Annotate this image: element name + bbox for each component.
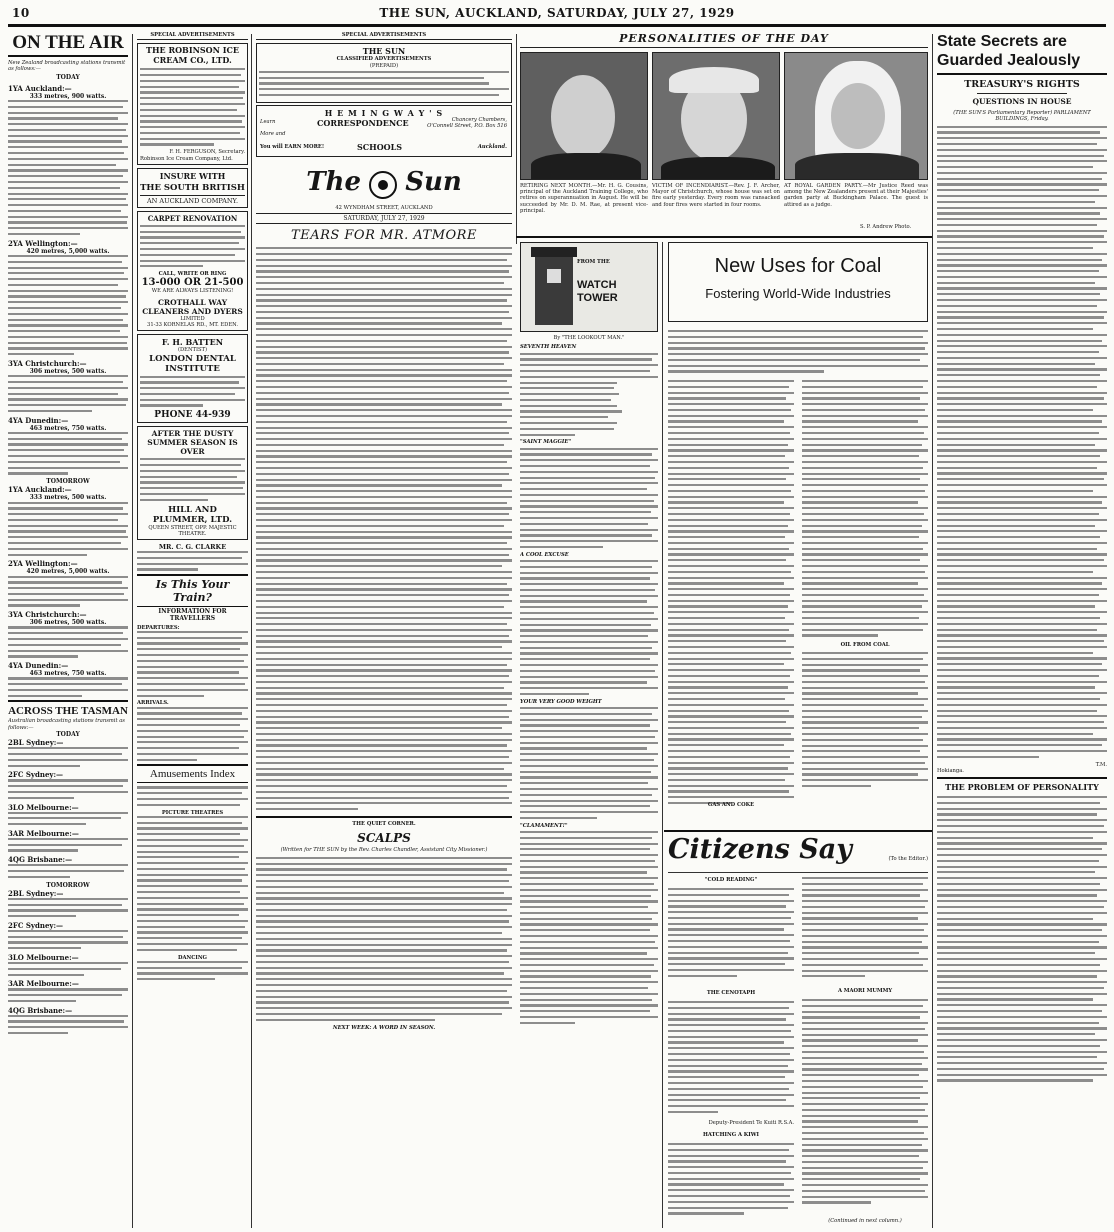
tower-icon [535,251,573,325]
dental-phone: PHONE 44-939 [154,410,231,421]
oil-body [802,652,928,791]
logo-the: The [306,166,361,197]
station-3ar: 3AR Melbourne:— [8,828,79,838]
chancery-address: Chancery Chambers, O'Connell Street, P.O. Box 516 [427,116,507,130]
sign-hokianga: Hokianga. [937,767,964,774]
questions-house: QUESTIONS IN HOUSE [972,97,1072,106]
page-header [8,6,1106,22]
station-1ya: 1YA Auckland:— [8,83,72,93]
clarke-body [137,551,248,571]
dental-body [140,376,245,407]
weight-body [520,707,658,819]
scalps-byline: (Written for THE SUN by the Rev. Charles Chandler, Assistant City Missioner.) [280,846,488,853]
tm-2bl-program [8,898,128,918]
arrivals-heading: ARRIVALS. [137,700,169,707]
3lo-program [8,812,128,826]
masthead-rule [8,24,1106,27]
column-rule [132,34,133,1228]
clamament: "CLAMAMENT!" [520,822,568,829]
logo-address: 42 WYNDHAM STREET, AUCKLAND [335,204,433,211]
departures-list [137,631,248,697]
cenotaph-heading: THE CENOTAPH [706,990,756,996]
portrait-robe [795,153,919,180]
to-editor: (To the Editor.) [888,856,928,862]
dancing-heading: DANCING [178,954,207,961]
hatching-heading: HATCHING A KIWI [703,1132,759,1138]
tomorrow-heading: TOMORROW [46,478,90,486]
citizens-title: Citizens Say [668,834,852,865]
station-2ya-freq: 420 metres, 5,000 watts. [26,247,110,255]
south-british-ad [137,168,248,208]
station-3ya-freq: 306 metres, 500 watts. [29,368,107,376]
treasury-body [937,126,1107,758]
across-tasman-title: ACROSS THE TASMAN [8,700,128,718]
citizens-col2-body [802,877,928,981]
problem-personality: THE PROBLEM OF PERSONALITY [937,777,1107,792]
across-tomorrow: TOMORROW [46,881,90,889]
amusements-list [137,786,248,806]
cool-excuse-body [520,560,658,695]
personalities-block [520,32,928,48]
clarke-name: MR. C. G. CLARKE [158,543,227,552]
carpet-body [140,225,245,268]
hatching-body [668,1143,794,1218]
tm-station-2bl: 2BL Sydney:— [8,888,64,898]
hill-address: QUEEN STREET, OPP. MAJESTIC THEATRE. [148,524,237,537]
tm-station-3ar: 3AR Melbourne:— [8,979,79,989]
tm-station-3ya: 3YA Christchurch:— [8,610,87,620]
archer-caption: VICTIM OF INCENDIARIST.—Rev. J. F. Archer, Mayor of Christchurch, whose house was set on fire early yesterday. Every room was ransacked and four fires were started in four rooms. [652,183,780,208]
tm-3ya-program [8,626,128,657]
crothall-address: 31-33 KORNELAS RD., MT. EDEN. [147,321,238,328]
insure-with: INSURE WITH [159,170,226,181]
after-summer: AFTER THE DUSTY SUMMER SEASON IS OVER [147,429,238,457]
phone-numbers: 13-000 OR 21-500 [141,277,244,289]
station-2ya: 2YA Wellington:— [8,238,78,248]
portrait-coat [661,157,775,180]
cousins-caption: RETIRING NEXT MONTH.—Mr. H. G. Cousins, principal of the Auckland Training College, who retires on superannuation in August. He will be succeeded by Mr. D. M. Rae, at present vice-principal. [520,183,648,214]
robinson-company: Robinson Ice Cream Company, Ltd. [140,155,233,162]
on-the-air-title: ON THE AIR [12,32,124,53]
watch-from: FROM THE [577,259,610,265]
personalities-title: PERSONALITIES OF THE DAY [520,32,928,48]
tm-3lo-program [8,962,128,976]
coal-title: New Uses for Coal [714,255,882,277]
south-british-name: THE SOUTH BRITISH [140,182,245,193]
page-number: 10 [12,6,30,20]
picture-theatres: PICTURE THEATRES [161,809,224,816]
coal-subtitle: Fostering World-Wide Industries [705,286,891,301]
parliament-dateline: (THE SUN'S Parliamentary Reporter) PARLIAMENT BUILDINGS, Friday. [953,110,1091,123]
auckland-word: Auckland. [477,143,507,150]
tm-station-1ya-freq: 333 metres, 500 watts. [29,494,107,502]
column-rule [251,34,252,1228]
amusements-title: Amusements Index [137,764,248,783]
arrivals-list [137,707,248,761]
prepaid-label: (PREPAID) [369,62,399,69]
dental-ad [137,334,248,423]
citizens-rule [664,830,932,832]
2bl-program [8,747,128,767]
call-line: CALL, WRITE OR RING [158,271,227,278]
station-4ya: 4YA Dunedin:— [8,415,69,425]
seventh-heaven: SEVENTH HEAVEN [520,344,577,351]
very-good-weight: YOUR VERY GOOD WEIGHT [520,698,602,705]
on-the-air-column [8,32,128,1228]
tm-station-2fc: 2FC Sydney:— [8,920,64,930]
robinson-title: THE ROBINSON ICE CREAM CO., LTD. [146,45,239,65]
editorial-title: TEARS FOR MR. ATMORE [291,228,477,244]
more-and: More and [260,130,286,137]
citizens-subrule [668,872,928,873]
column-rule [662,242,663,1228]
reed-credit: S. P. Andrew Photo. [860,224,912,230]
station-4ya-program [8,432,128,475]
london-dental: LONDON DENTAL INSTITUTE [149,353,236,374]
column-rule [932,34,933,1228]
tower-top [531,247,577,257]
quiet-corner: THE QUIET CORNER. [256,816,512,827]
treasury-rights: TREASURY'S RIGHTS [964,79,1080,90]
watch-tower-column [520,242,658,1226]
station-3lo: 3LO Melbourne:— [8,802,79,812]
station-1ya-freq: 333 metres, 900 watts. [29,92,107,100]
maori-heading: A MAORI MUMMY [837,988,893,994]
saint-body [520,448,658,548]
coal-lead [668,330,928,376]
batten-name: F. H. BATTEN [161,337,224,348]
oil-coal-heading: OIL FROM COAL [840,642,890,648]
tm-4qg-program [8,1015,128,1035]
auckland-company: AN AUCKLAND COMPANY. [140,195,245,205]
train-title: Is This Your Train? [137,574,248,607]
cousins-photo [520,52,648,180]
watch-tower-title: WATCH TOWER [577,279,618,304]
clamament-body [520,831,658,1024]
tm-3ar-program [8,988,128,1002]
archer-photo [652,52,780,180]
cold-reading-heading: "COLD READING" [704,877,758,883]
station-3ya-program [8,375,128,412]
tm-4ya-program [8,677,128,697]
cold-reading-body [668,888,794,981]
watch-tower-logo [520,242,658,332]
hill-body [140,458,245,501]
classified-heading: CLASSIFIED ADVERTISEMENTS [336,56,432,63]
station-1ya-program [8,100,128,235]
crothall-limited: LIMITED [180,315,205,322]
tower-window [547,269,561,283]
carpet-ad [137,211,248,331]
across-intro: Australian broadcasting stations transmit as follows:— [8,718,125,731]
info-travellers: INFORMATION FOR TRAVELLERS [158,608,227,623]
citizens-header [668,834,928,865]
robinson-ad [137,43,248,165]
intro-text: New Zealand broadcasting stations transmit as follows:— [8,60,126,73]
tm-station-4qg: 4QG Brisbane:— [8,1005,73,1015]
station-4ya-freq: 463 metres, 750 watts. [29,424,107,432]
lookout-byline: By "THE LOOKOUT MAN." [553,335,625,341]
maori-body [802,999,928,1207]
cool-excuse: A COOL EXCUSE [520,551,569,558]
station-3ya: 3YA Christchurch:— [8,359,87,369]
carpet-title: CARPET RENOVATION [147,213,238,223]
portrait-face [551,75,615,159]
coal-body-left [668,380,794,808]
station-2bl: 2BL Sydney:— [8,738,64,748]
continued-note: (Continued in next column.) [828,1218,902,1224]
tm-station-2ya-freq: 420 metres, 5,000 watts. [26,568,110,576]
tm-2fc-program [8,930,128,950]
cenotaph-signature: Deputy-President Te Kuiti R.S.A. [708,1120,794,1126]
schools-word: SCHOOLS [357,141,403,152]
special-ads-heading-2: SPECIAL ADVERTISEMENTS [256,32,512,40]
tm-station-4ya-freq: 463 metres, 750 watts. [29,670,107,678]
sun-classified-title: THE SUN [362,46,406,57]
logo-sun: Sun [405,166,462,197]
hill-plummer-name: HILL AND PLUMMER, LTD. [152,504,233,525]
ads-column [137,32,248,1228]
portrait-hair [669,67,759,93]
section-rule [516,236,932,238]
reed-photo [784,52,928,180]
earn-more: You will EARN MORE! [260,143,325,150]
hemingway-name: H E M I N G W A Y ' S [324,107,444,118]
portrait-face [831,83,885,149]
4qg-program [8,864,128,878]
reed-caption: AT ROYAL GARDEN PARTY.—Mr Justice Reed was among the New Zealanders present at their Majesties' garden party at Buckingham Palace. The guest is attired as a judge. [784,183,928,208]
crothall-name: CROTHALL WAY CLEANERS AND DYERS [142,297,243,316]
tm-station-3ya-freq: 306 metres, 500 watts. [29,619,107,627]
correspondence-word: CORRESPONDENCE [317,117,409,128]
state-secrets-column [937,32,1107,1228]
title-rule [8,55,128,57]
dancing-list [137,961,248,981]
tm-station-2ya: 2YA Wellington:— [8,559,78,569]
tm-2ya-program [8,576,128,607]
seventh-body [520,353,658,436]
problem-body [937,796,1107,1081]
saint-maggie: "SAINT MAGGIE" [520,439,572,446]
state-secrets-line1: State Secrets are [937,33,1067,50]
pictures-list [137,816,248,951]
departures-heading: DEPARTURES: [137,624,180,631]
state-secrets-line2: Guarded Jealously [937,52,1081,69]
gas-coke-heading: GAS AND COKE [707,802,755,808]
3ar-program [8,838,128,852]
tm-station-1ya: 1YA Auckland:— [8,485,72,495]
coal-body-right [802,380,928,640]
coal-headline-box [668,242,928,322]
portrait-coat [531,153,641,180]
hill-plummer-ad [137,426,248,540]
sign-tm: T.M. [1095,761,1107,768]
listening-line: WE ARE ALWAYS LISTENING! [151,288,234,295]
learn-word: Learn [260,118,276,125]
scalps-title: SCALPS [357,830,411,845]
station-2ya-program [8,255,128,355]
paper-dateline: THE SUN, AUCKLAND, SATURDAY, JULY 27, 1929 [379,6,735,20]
tm-1ya-program [8,502,128,556]
station-4qg: 4QG Brisbane:— [8,855,73,865]
batten-dentist: (DENTIST) [177,347,208,354]
robinson-signature: F. H. FERGUSON, Secretary. [169,149,245,156]
editorial-date: SATURDAY, JULY 27, 1929 [256,213,512,224]
cenotaph-body [668,1001,794,1117]
across-today: TODAY [56,731,80,739]
special-ads-heading: SPECIAL ADVERTISEMENTS [137,32,248,40]
tm-station-4ya: 4YA Dunedin:— [8,661,69,671]
next-week: NEXT WEEK: A WORD IN SEASON. [332,1024,436,1031]
station-2fc: 2FC Sydney:— [8,770,64,780]
robinson-body [140,68,245,145]
today-heading: TODAY [56,73,80,81]
2fc-program [8,779,128,799]
tm-station-3lo: 3LO Melbourne:— [8,953,79,962]
